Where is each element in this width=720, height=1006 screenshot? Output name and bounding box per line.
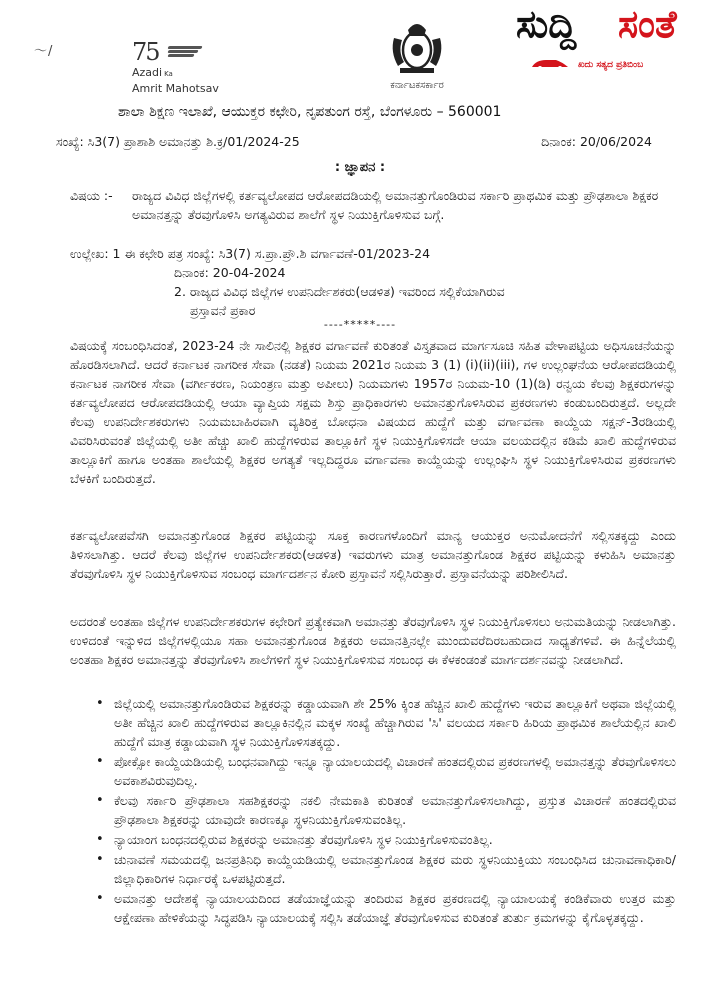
scan-mark: 〜/ bbox=[34, 44, 54, 59]
flag-icon bbox=[168, 46, 204, 60]
state-government-label: ಕರ್ನಾಟಕಸರ್ಕಾರ bbox=[390, 80, 444, 91]
azadi-ka-amrit-mahotsav-logo bbox=[132, 38, 222, 108]
list-item: • ಪೋಕ್ಸೋ ಕಾಯ್ದೆಯಡಿಯಲ್ಲಿ ಬಂಧನವಾಗಿದ್ದು ಇನ್ನೂ ನ್ಯಾಯಾಲಯದಲ್ಲಿ ವಿಚಾರಣೆ ಹಂತದಲ್ಲಿರುವ ಪ್ರಕರಣಗಳಲ್ಲಿ ಅಮಾನತ್ತನ್ನು ತೆರವುಗೊಳಿಸಲು ಅವಕಾಶವಿರುವುದಿಲ್ಲ. bbox=[96, 754, 676, 788]
order-date: ದಿನಾಂಕ: 20/06/2024 bbox=[541, 134, 652, 149]
paragraph-3: ಅದರಂತೆ ಅಂತಹಾ ಜಿಲ್ಲೆಗಳ ಉಪನಿರ್ದೇಶಕರುಗಳ ಕಛೇರಿಗೆ ಪ್ರತ್ಯೇಕವಾಗಿ ಅಮಾನತ್ತು ತೆರವುಗೊಳಿಸಿ ಸ್ಥಳ ನಿಯುಕ್ತಿಗೊಳಿಸಲು ಅನುಮತಿಯನ್ನು ನೀಡಲಾಗಿತ್ತು. ಉಳಿದಂತೆ ಇನ್ನುಳಿದ ಜಿಲ್ಲೆಗಳಲ್ಲಿಯೂ ಸಹಾ ಅಮಾನತ್ತುಗೊಂಡ ಶಿಕ್ಷಕರು ಅಮಾನತ್ತಿನಲ್ಲೇ ಮುಂದುವರೆದಿರಬಹುದಾದ ಸಾಧ್ಯತೆಗಳಿವೆ. ಈ ಹಿನ್ನೆಲೆಯಲ್ಲಿ ಅಂತಹಾ ಶಿಕ್ಷಕರ ಅಮಾನತ್ತನ್ನು ತೆರವುಗೊಳಿಸಿ ಶಾಲೆಗಳಿಗೆ ಸ್ಥಳ ನಿಯುಕ್ತಿಗೊಳಿಸುವ ಸಂಬಂಧ ಈ ಕೆಳಕಂಡಂತೆ ಮಾರ್ಗದರ್ಶನವನ್ನು ನೀಡಲಾಗಿದೆ. bbox=[70, 614, 676, 667]
reference-line bbox=[56, 134, 692, 150]
brand-word2: ಸಂತೆ bbox=[618, 2, 677, 46]
bullet-icon: • bbox=[96, 793, 104, 808]
subject-text: ರಾಜ್ಯದ ವಿವಿಧ ಜಿಲ್ಲೆಗಳಲ್ಲಿ ಕರ್ತವ್ಯಲೋಪದ ಆರೋಪದಡಿಯಲ್ಲಿ ಅಮಾನತ್ತುಗೊಂಡಿರುವ ಸರ್ಕಾರಿ ಪ್ರಾಥಮಿಕ ಮತ್ತು ಪ್ರೌಢಶಾಲಾ ಶಿಕ್ಷಕರ ಅಮಾನತ್ತನ್ನು ತೆರವುಗೊಳಿಸಿ ಅಗತ್ಯವಿರುವ ಶಾಲೆಗೆ ಸ್ಥಳ ನಿಯುಕ್ತಿಗೊಳಿಸುವ ಬಗ್ಗೆ. bbox=[132, 188, 659, 222]
order-number: ಸಂಖ್ಯೆ: ಸಿ3(7) ಪ್ರಾಶಾಶಿ ಅಮಾನತ್ತು ಶಿ.ಕ್ರ/01/2024-25 bbox=[56, 134, 300, 149]
guideline-list bbox=[92, 694, 676, 928]
bullet-icon: • bbox=[96, 696, 104, 711]
list-item: • ಚುನಾವಣೆ ಸಮಯದಲ್ಲಿ ಜನಪ್ರತಿನಿಧಿ ಕಾಯ್ದೆಯಡಿಯಲ್ಲಿ ಅಮಾನತ್ತುಗೊಂಡ ಶಿಕ್ಷಕರ ಮರು ಸ್ಥಳನಿಯುಕ್ತಿಯು ಸಂಬಂಧಿಸಿದ ಚುನಾವಣಾಧಿಕಾರಿ/ಜಿಲ್ಲಾಧಿಕಾರಿಗಳ ನಿರ್ಧಾರಕ್ಕೆ ಒಳಪಟ್ಟಿರುತ್ತದೆ. bbox=[96, 852, 676, 886]
azadi-line2: Amrit Mahotsav bbox=[132, 82, 219, 95]
office-address: ಶಾಲಾ ಶಿಕ್ಷಣ ಇಲಾಖೆ, ಆಯುಕ್ತರ ಕಛೇರಿ, ನೃಪತುಂಗ ರಸ್ತೆ, ಬೆಂಗಳೂರು – 560001 bbox=[118, 104, 502, 120]
reference-2: 2. ರಾಜ್ಯದ ವಿವಿಧ ಜಿಲ್ಲೆಗಳ ಉಪನಿರ್ದೇಶಕರು(ಆಡಳಿತ) ಇವರಿಂದ ಸಲ್ಲಿಕೆಯಾಗಿರುವ bbox=[174, 284, 505, 299]
brand-word1: ಸುದ್ದಿ bbox=[516, 2, 577, 46]
bullet-icon: • bbox=[96, 891, 104, 906]
bullet-icon: • bbox=[96, 852, 104, 867]
separator: ----*****---- bbox=[323, 318, 397, 331]
list-item: • ಕೆಲವು ಸರ್ಕಾರಿ ಪ್ರೌಢಶಾಲಾ ಸಹಶಿಕ್ಷಕರನ್ನು ನಕಲಿ ನೇಮಕಾತಿ ಕುರಿತಂತೆ ಅಮಾನತ್ತುಗೊಳಿಸಲಾಗಿದ್ದು, ಪ್ರಸ್ತುತ ವಿಚಾರಣೆ ಹಂತದಲ್ಲಿರುವ ಪ್ರೌಢಶಾಲಾ ಶಿಕ್ಷಕರನ್ನು ಯಾವುದೇ ಕಾರಣಕ್ಕೂ ಸ್ಥಳನಿಯುಕ್ತಿಗೊಳಿಸುವಂತಿಲ್ಲ. bbox=[96, 793, 676, 827]
document-title: : ಜ್ಞಾಪನ : bbox=[334, 160, 386, 175]
karnataka-emblem-icon bbox=[386, 16, 448, 78]
paragraph-1: ವಿಷಯಕ್ಕೆ ಸಂಬಂಧಿಸಿದಂತೆ, 2023-24 ನೇ ಸಾಲಿನಲ್ಲಿ ಶಿಕ್ಷಕರ ವರ್ಗಾವಣೆ ಕುರಿತಂತೆ ವಿಸ್ತೃತವಾದ ಮಾರ್ಗಸೂಚಿ ಸಹಿತ ವೇಳಾಪಟ್ಟಿಯ ಅಧಿಸೂಚನೆಯನ್ನು ಹೊರಡಿಸಲಾಗಿದೆ. ಆದರೆ ಕರ್ನಾಟಕ ನಾಗರೀಕ ಸೇವಾ (ನಡತೆ) ನಿಯಮ 2021ರ ನಿಯಮ 3 (1) (i)(ii)(iii), ಗಳ ಉಲ್ಲಂಘನೆಯ ಆರೋಪದಡಿಯಲ್ಲಿ ಕರ್ನಾಟಕ ನಾಗರೀಕ ಸೇವಾ (ವರ್ಗೀಕರಣ, ನಿಯಂತ್ರಣ ಮತ್ತು ಅಪೀಲು) ನಿಯಮಗಳು 1957ರ ನಿಯಮ-10 (1)(ಡಿ) ರನ್ವಯ ಕೆಲವು ಶಿಕ್ಷಕರುಗಳನ್ನು ಕರ್ತವ್ಯಲೋಪದ ಆರೋಪದಡಿಯಲ್ಲಿ ಆಯಾ ವ್ಯಾಪ್ತಿಯ ಸಕ್ಷಮ ಶಿಸ್ತು ಪ್ರಾಧಿಕಾರಗಳು ಅಮಾನತ್ತುಗೊಳಿಸಿರುವ ಪ್ರಕರಣಗಳು ಕಂಡುಬಂದಿರುತ್ತದೆ. ಅಲ್ಲದೇ ಕೆಲವು ಉಪನಿರ್ದೇಶಕರುಗಳು ನಿಯಮಬಾಹಿರವಾಗಿ ವ್ಯತಿರಿಕ್ತ ಬೋಧನಾ ವಿಷಯದ ಹುದ್ದೆಗೆ ಮತ್ತು ವರ್ಗಾವಣಾ ಕಾಯ್ದೆಯ ಸಕ್ಷನ್-3ರಡಿಯಲ್ಲಿ ವಿವರಿಸಿರುವಂತೆ ಜಿಲ್ಲೆಯಲ್ಲಿ ಅತೀ ಹೆಚ್ಚು ಖಾಲಿ ಹುದ್ದೆಗಳಿರುವ ತಾಲ್ಲೂಕಿಗೆ ಸ್ಥಳ ನಿಯುಕ್ತಿಗೊಳಿಸದೇ ಆಯಾ ವಲಯದಲ್ಲಿನ ಕಡಿಮೆ ಖಾಲಿ ಹುದ್ದೆಗಳಿರುವ ತಾಲ್ಲೂಕಿಗೆ ಹಾಗೂ ಅಂತಹಾ ಶಾಲೆಯಲ್ಲಿ ಶಿಕ್ಷಕರ ಅಗತ್ಯತೆ ಇಲ್ಲದಿದ್ದರೂ ವರ್ಗಾವಣಾ ಕಾಯ್ದೆಯನ್ನು ಉಲ್ಲಂಘಿಸಿ ಸ್ಥಳ ನಿಯುಕ್ತಿಗೊಳಿಸಿರುವ ಪ್ರಕರಣಗಳು ಬೆಳಕಿಗೆ ಬಂದಿರುತ್ತದೆ. bbox=[70, 338, 676, 486]
subject-block bbox=[70, 186, 670, 224]
azadi-number: 75 bbox=[132, 38, 159, 66]
reference-2-cont: ಪ್ರಸ್ತಾವನೆ ಪ್ರಕಾರ bbox=[190, 303, 256, 318]
azadi-line1: Azadi Ka bbox=[132, 66, 173, 79]
bullet-icon: • bbox=[96, 832, 104, 847]
list-item: • ನ್ಯಾಯಾಂಗ ಬಂಧನದಲ್ಲಿರುವ ಶಿಕ್ಷಕರನ್ನು ಅಮಾನತ್ತು ತೆರವುಗೊಳಿಸಿ ಸ್ಥಳ ನಿಯುಕ್ತಿಗೊಳಿಸುವಂತಿಲ್ಲ. bbox=[96, 832, 493, 847]
references-block bbox=[70, 244, 670, 320]
brand-tagline: ಖದು ಸತ್ಯದ ಪ್ರತಿಬಿಂಬ bbox=[578, 60, 644, 70]
reference-1: ಉಲ್ಲೇಖ: 1 ಈ ಕಛೇರಿ ಪತ್ರ ಸಂಖ್ಯೆ: ಸಿ3(7) ಸ.ಪ್ರಾ.ಪ್ರೌ.ಶಿ ವರ್ಗಾವಣೆ-01/2023-24 bbox=[70, 246, 431, 261]
list-item: • ಅಮಾನತ್ತು ಆದೇಶಕ್ಕೆ ನ್ಯಾಯಾಲಯದಿಂದ ತಡೆಯಾಜ್ಞೆಯನ್ನು ತಂದಿರುವ ಶಿಕ್ಷಕರ ಪ್ರಕರಣದಲ್ಲಿ ನ್ಯಾಯಾಲಯಕ್ಕೆ ಕಂಡಿಕೆವಾರು ಉತ್ತರ ಮತ್ತು ಆಕ್ಷೇಪಣಾ ಹೇಳಿಕೆಯನ್ನು ಸಿದ್ಧಪಡಿಸಿ ನ್ಯಾಯಾಲಯಕ್ಕೆ ಸಲ್ಲಿಸಿ ತಡೆಯಾಜ್ಞೆ ತೆರವುಗೊಳಿಸುವ ಕುರಿತಂತೆ ತುರ್ತು ಕ್ರಮಗಳನ್ನು ಕೈಗೊಳ್ಳತಕ್ಕದ್ದು. bbox=[96, 891, 676, 925]
sudhi-sante-watermark bbox=[510, 2, 716, 86]
list-item: • ಜಿಲ್ಲೆಯಲ್ಲಿ ಅಮಾನತ್ತುಗೊಂಡಿರುವ ಶಿಕ್ಷಕರನ್ನು ಕಡ್ಡಾಯವಾಗಿ ಶೇ 25% ಕ್ಕಿಂತ ಹೆಚ್ಚಿನ ಖಾಲಿ ಹುದ್ದೆಗಳು ಇರುವ ತಾಲ್ಲೂಕಿಗೆ ಅಥವಾ ಜಿಲ್ಲೆಯಲ್ಲಿ ಅತೀ ಹೆಚ್ಚಿನ ಖಾಲಿ ಹುದ್ದೆಗಳಿರುವ ತಾಲ್ಲೂಕಿನಲ್ಲಿನ ಮಕ್ಕಳ ಸಂಖ್ಯೆ ಹೆಚ್ಚಾಗಿರುವ 'ಸಿ' ವಲಯದ ಸರ್ಕಾರಿ ಹಿರಿಯ ಪ್ರಾಥಮಿಕ ಶಾಲೆಯಲ್ಲಿನ ಖಾಲಿ ಹುದ್ದೆಗೆ ಮಾತ್ರ ಕಡ್ಡಾಯವಾಗಿ ಸ್ಥಳ ನಿಯುಕ್ತಿಗೊಳಿಸತಕ್ಕದ್ದು. bbox=[96, 696, 676, 749]
subject-label: ವಿಷಯ :- bbox=[70, 188, 113, 203]
reference-1-date: ದಿನಾಂಕ: 20-04-2024 bbox=[174, 265, 286, 280]
car-icon bbox=[530, 58, 570, 70]
bullet-icon: • bbox=[96, 754, 104, 769]
paragraph-2: ಕರ್ತವ್ಯಲೋಪವೆಸಗಿ ಅಮಾನತ್ತುಗೊಂಡ ಶಿಕ್ಷಕರ ಪಟ್ಟಿಯನ್ನು ಸೂಕ್ತ ಕಾರಣಗಳೊಂದಿಗೆ ಮಾನ್ಯ ಆಯುಕ್ತರ ಅನುಮೋದನೆಗೆ ಸಲ್ಲಿಸತಕ್ಕದ್ದು ಎಂದು ತಿಳಿಸಲಾಗಿತ್ತು. ಆದರೆ ಕೆಲವು ಜಿಲ್ಲೆಗಳ ಉಪನಿರ್ದೇಶಕರು(ಆಡಳಿತ) ಇವರುಗಳು ಮಾತ್ರ ಅಮಾನತ್ತುಗೊಂಡ ಶಿಕ್ಷಕರ ಪಟ್ಟಿಯನ್ನು ಕಳುಹಿಸಿ ಅಮಾನತ್ತು ತೆರವುಗೊಳಿಸಿ ಸ್ಥಳ ನಿಯುಕ್ತಿಗೊಳಿಸುವ ಸಂಬಂಧ ಮಾರ್ಗದರ್ಶನ ಕೋರಿ ಪ್ರಸ್ತಾವನೆ ಸಲ್ಲಿಸಿರುತ್ತಾರೆ. ಪ್ರಸ್ತಾವನೆಯನ್ನು ಪರಿಶೀಲಿಸಿದೆ. bbox=[70, 528, 676, 581]
